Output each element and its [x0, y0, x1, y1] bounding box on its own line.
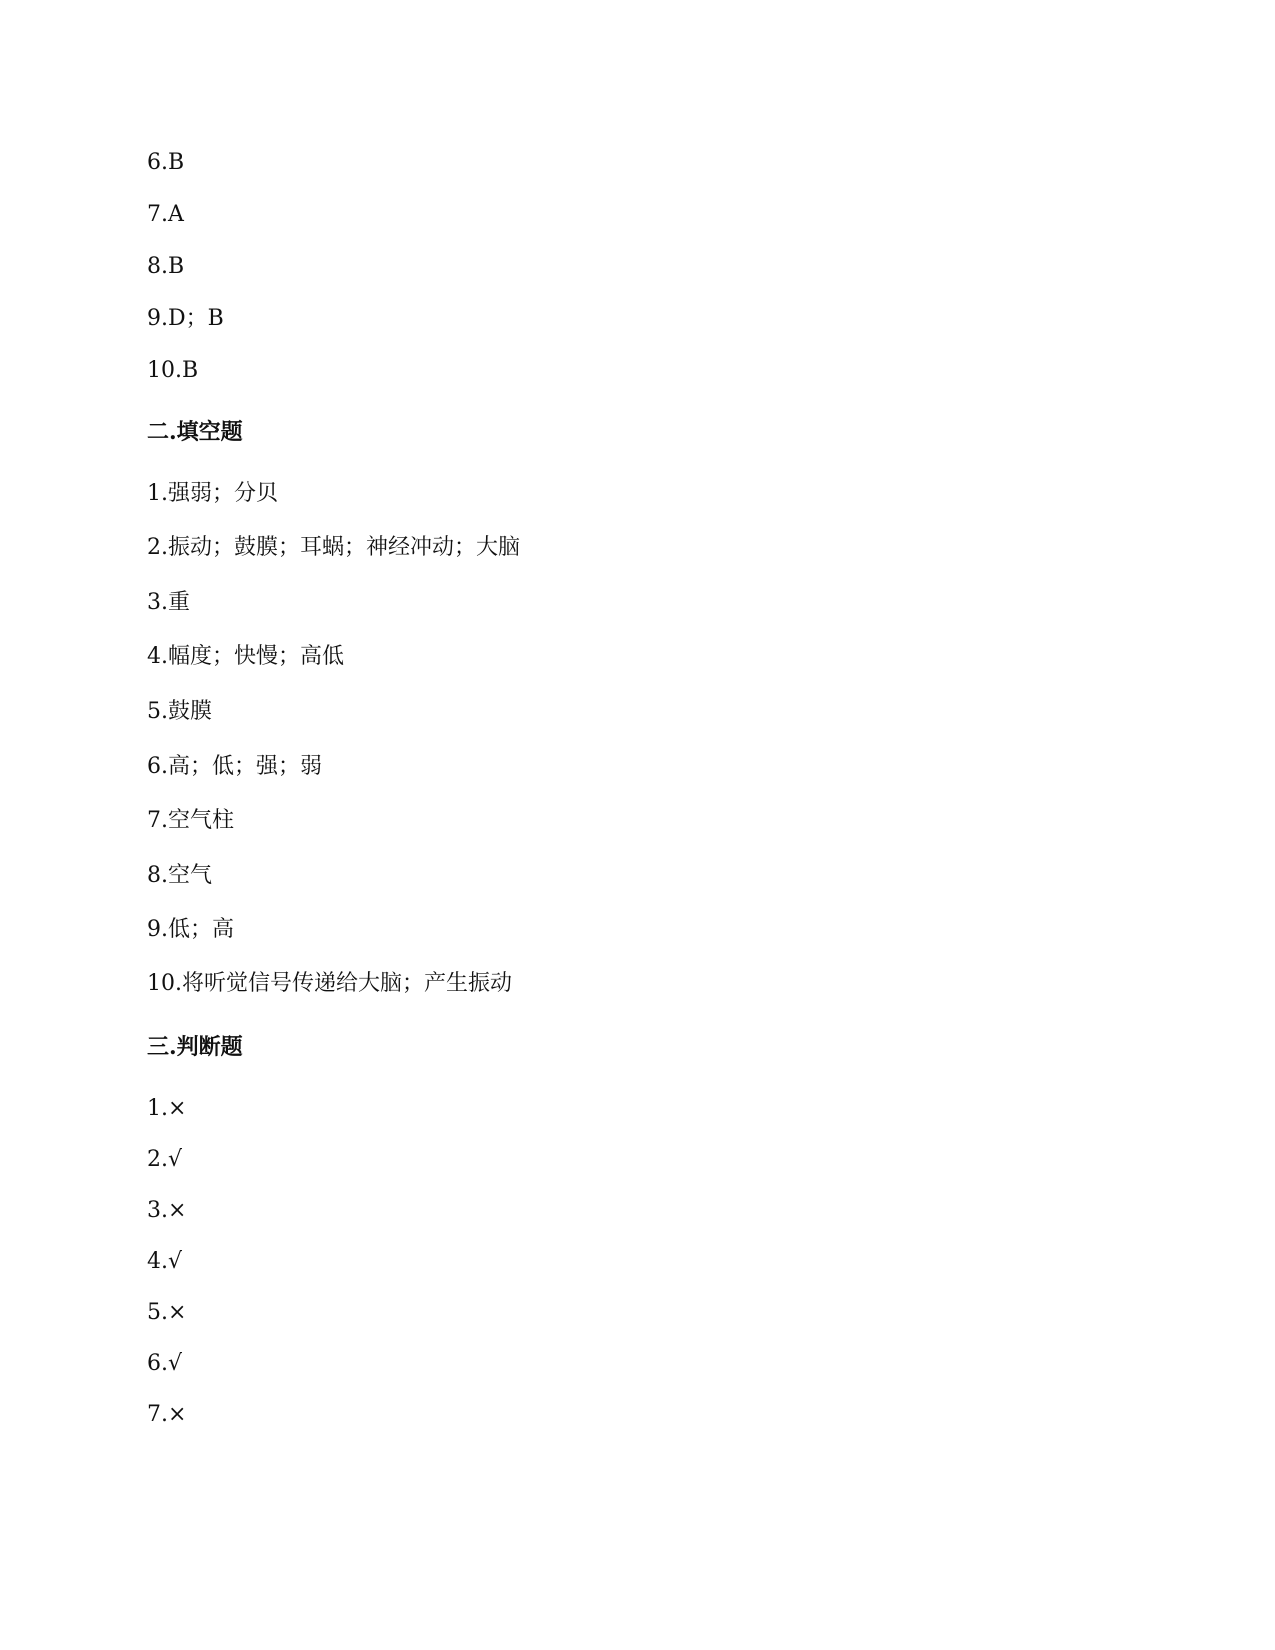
- answer-item: 3.重: [147, 590, 190, 615]
- answer-item: 2.振动；鼓膜；耳蜗；神经冲动；大脑: [147, 535, 520, 560]
- answer-item: 1.强弱；分贝: [147, 481, 278, 506]
- answer-item: 6.高；低；强；弱: [147, 754, 322, 779]
- answer-item: 7.A: [147, 202, 184, 227]
- section-heading-fill-in: 二.填空题: [147, 419, 243, 445]
- answer-item: 3.×: [147, 1198, 187, 1223]
- answer-item: 8.B: [147, 254, 185, 279]
- answer-item: 6.B: [147, 150, 185, 175]
- answer-item: 7.×: [147, 1402, 187, 1427]
- answer-item: 8.空气: [147, 863, 212, 888]
- answer-item: 4.√: [147, 1249, 183, 1274]
- answer-item: 9.D；B: [147, 306, 224, 331]
- answer-item: 7.空气柱: [147, 808, 234, 833]
- section-heading-true-false: 三.判断题: [147, 1034, 243, 1060]
- answer-item: 9.低；高: [147, 917, 234, 942]
- answer-item: 1.×: [147, 1096, 187, 1121]
- answer-item: 5.鼓膜: [147, 699, 212, 724]
- answer-item: 6.√: [147, 1351, 183, 1376]
- answer-item: 2.√: [147, 1147, 183, 1172]
- answer-item: 5.×: [147, 1300, 187, 1325]
- answer-item: 4.幅度；快慢；高低: [147, 644, 344, 669]
- answer-item: 10.将听觉信号传递给大脑；产生振动: [147, 971, 512, 996]
- answer-item: 10.B: [147, 358, 199, 383]
